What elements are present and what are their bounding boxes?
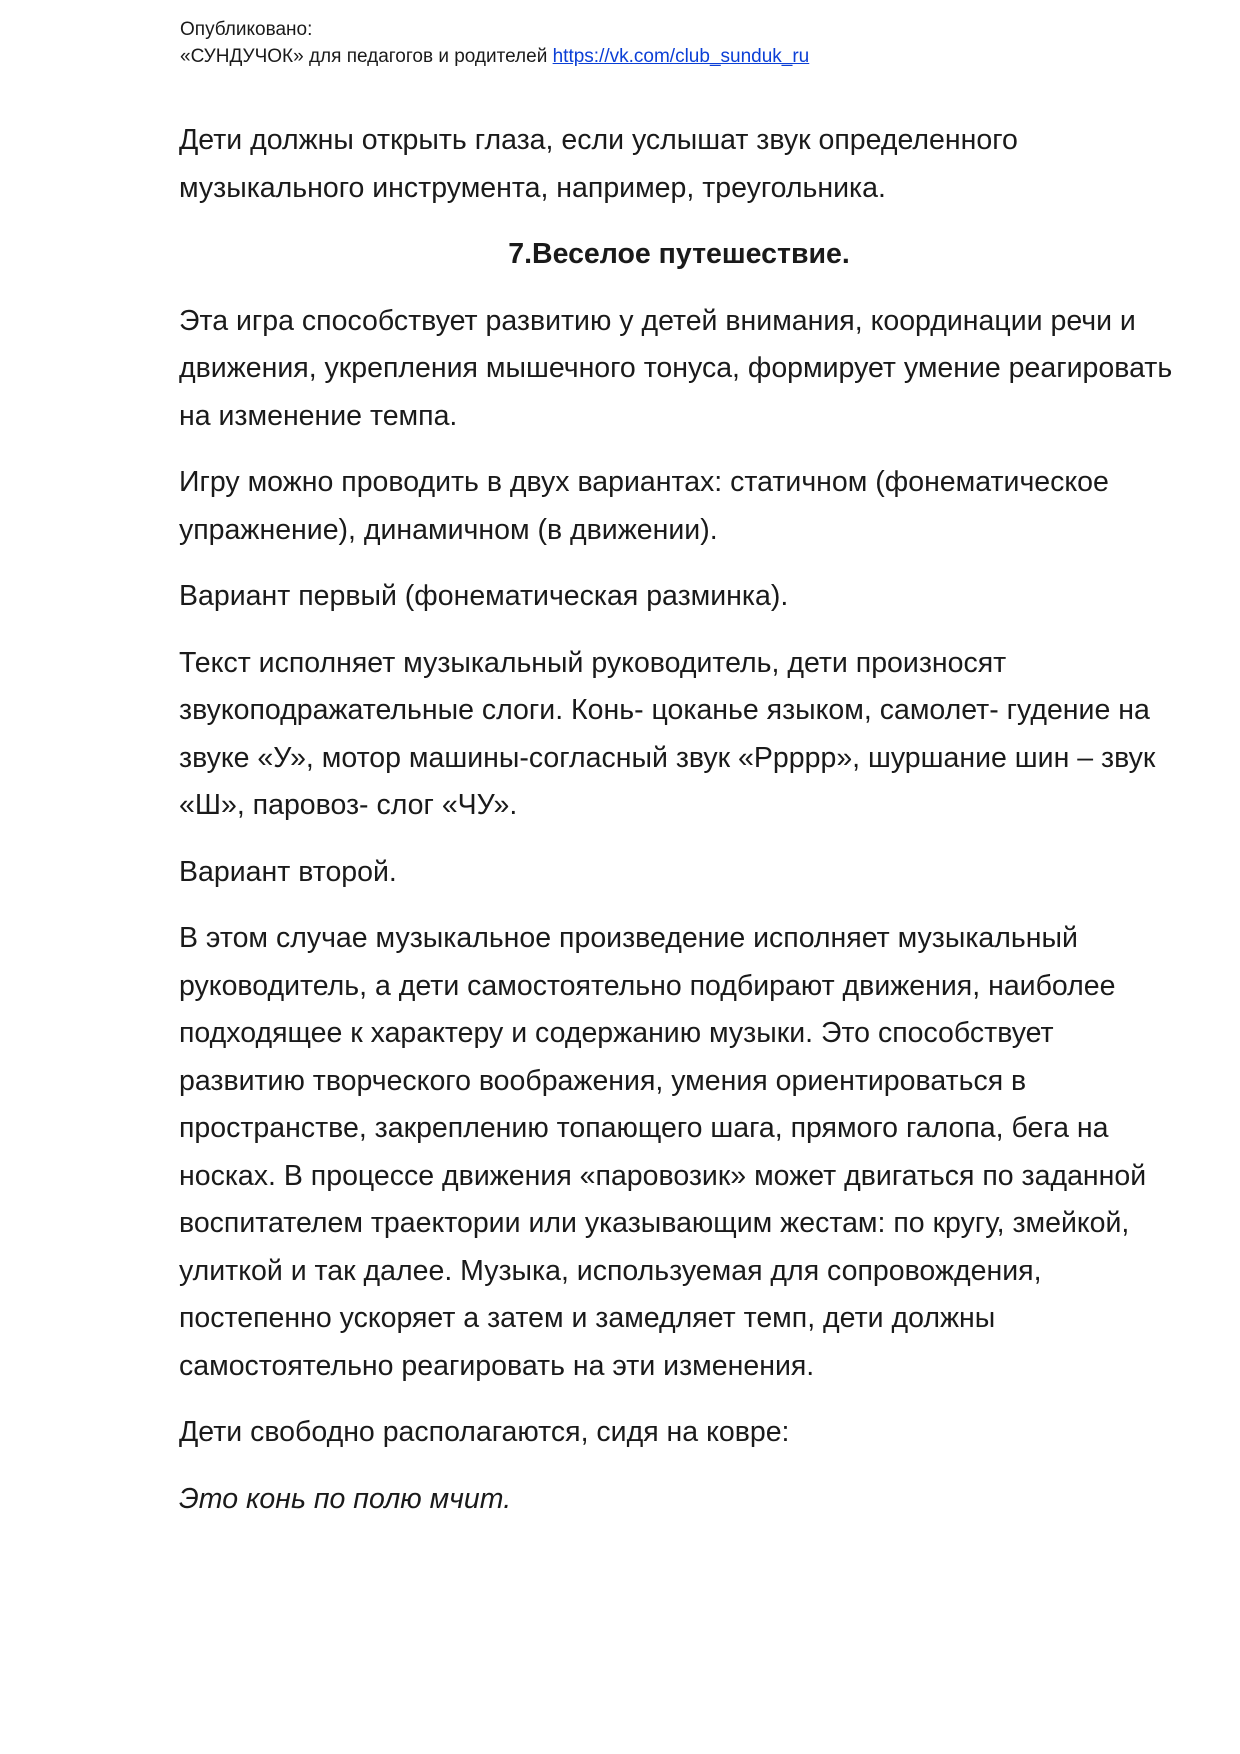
source-link[interactable]: https://vk.com/club_sunduk_ru bbox=[552, 46, 810, 67]
paragraph-game-purpose: Эта игра способствует развитию у детей внимания, координации речи и движения, укрепления мышечного тонуса, формирует умение реагировать на изменение темпа. bbox=[179, 304, 1173, 432]
published-label: Опубликовано: bbox=[180, 19, 313, 40]
section-heading: 7.Веселое путешествие. bbox=[508, 238, 850, 270]
paragraph-eyes: Дети должны открыть глаза, если услышат звук определенного музыкального инструмента, например, треугольника. bbox=[179, 124, 1018, 204]
paragraph-variant-one-title: Вариант первый (фонематическая разминка). bbox=[179, 580, 789, 612]
paragraph-variant-two-title: Вариант второй. bbox=[179, 855, 397, 888]
source-text: «СУНДУЧОК» для педагогов и родителей bbox=[180, 46, 553, 67]
page-header bbox=[180, 16, 1180, 70]
paragraph-variants: Игру можно проводить в двух вариантах: статичном (фонематическое упражнение), динамичном (в движении). bbox=[179, 466, 1109, 546]
paragraph-children-sit: Дети свободно располагаются, сидя на ковре: bbox=[179, 1416, 790, 1448]
document-body bbox=[179, 117, 1179, 1542]
paragraph-variant-two-text: В этом случае музыкальное произведение исполняет музыкальный руководитель, а дети самостоятельно подбирают движения, наиболее подходящее к характеру и содержанию музыки. Это способствует развитию творческого воображения, умения ориентироваться в пространстве, закреплению топающего шага, прямого галопа, бега на носках. В процессе движения «паровозик» может двигаться по заданной воспитателем траектории или указывающим жестам: по кругу, змейкой, улиткой и так далее. Музыка, используемая для сопровождения, постепенно ускоряет а затем и замедляет темп, дети должны самостоятельно реагировать на эти изменения. bbox=[179, 922, 1147, 1382]
paragraph-poem-line: Это конь по полю мчит. bbox=[179, 1482, 512, 1515]
paragraph-variant-one-text: Текст исполняет музыкальный руководитель, дети произносят звукоподражательные слоги. Конь- цоканье языком, самолет- гудение на звуке «У», мотор машины-согласный звук «Ррррр», шуршание шин – звук «Ш», паровоз- слог «ЧУ». bbox=[179, 646, 1156, 821]
source-line bbox=[180, 43, 1180, 70]
